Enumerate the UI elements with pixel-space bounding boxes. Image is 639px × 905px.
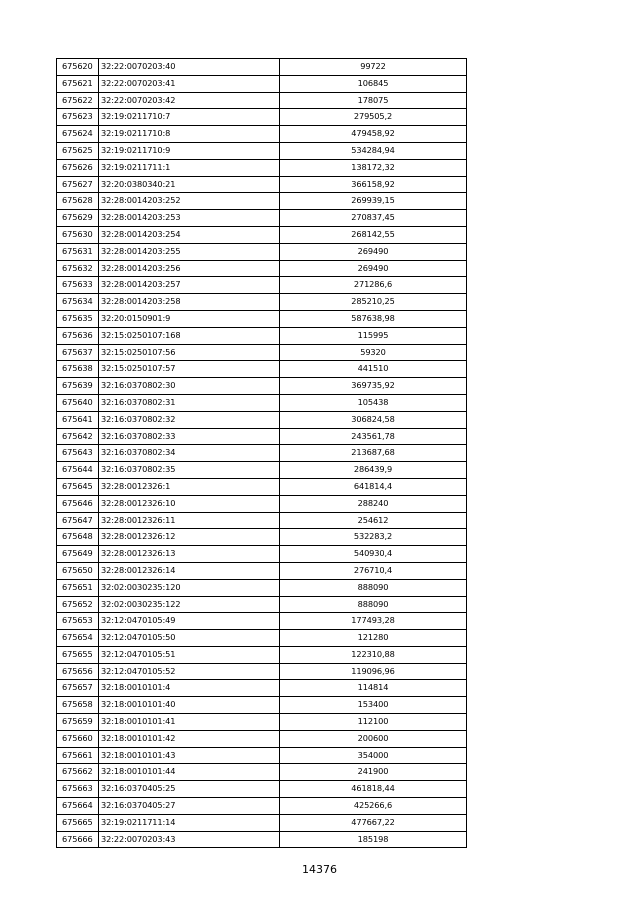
cadastral-number-cell: 32:18:0010101:44 [99, 764, 280, 781]
row-id-cell: 675665 [57, 814, 99, 831]
cadastral-number-cell: 32:15:0250107:168 [99, 327, 280, 344]
value-cell: 178075 [280, 92, 467, 109]
cadastral-number-cell: 32:19:0211711:14 [99, 814, 280, 831]
table-row [57, 445, 467, 462]
row-id-cell: 675628 [57, 193, 99, 210]
cadastral-number-cell: 32:16:0370802:31 [99, 394, 280, 411]
row-id-cell: 675666 [57, 831, 99, 848]
row-id-cell: 675657 [57, 680, 99, 697]
row-id-cell: 675653 [57, 613, 99, 630]
row-id-cell: 675626 [57, 159, 99, 176]
value-cell: 587638,98 [280, 310, 467, 327]
page-number: 14376 [302, 863, 337, 876]
row-id-cell: 675620 [57, 59, 99, 76]
table-row [57, 260, 467, 277]
cadastral-number-cell: 32:28:0014203:256 [99, 260, 280, 277]
row-id-cell: 675633 [57, 277, 99, 294]
value-cell: 114814 [280, 680, 467, 697]
cadastral-number-cell: 32:19:0211711:1 [99, 159, 280, 176]
table-row [57, 226, 467, 243]
cadastral-number-cell: 32:18:0010101:41 [99, 714, 280, 731]
table-row [57, 75, 467, 92]
table-row [57, 814, 467, 831]
row-id-cell: 675647 [57, 512, 99, 529]
row-id-cell: 675659 [57, 714, 99, 731]
table-row [57, 529, 467, 546]
table-row [57, 495, 467, 512]
table-row [57, 142, 467, 159]
row-id-cell: 675622 [57, 92, 99, 109]
table-row [57, 747, 467, 764]
table-row [57, 394, 467, 411]
cadastral-number-cell: 32:02:0030235:122 [99, 596, 280, 613]
value-cell: 243561,78 [280, 428, 467, 445]
value-cell: 119096,96 [280, 663, 467, 680]
row-id-cell: 675662 [57, 764, 99, 781]
cadastral-number-cell: 32:28:0012326:12 [99, 529, 280, 546]
cadastral-number-cell: 32:28:0014203:253 [99, 210, 280, 227]
row-id-cell: 675656 [57, 663, 99, 680]
cadastral-number-cell: 32:20:0380340:21 [99, 176, 280, 193]
value-cell: 269490 [280, 260, 467, 277]
table-row [57, 243, 467, 260]
table-row [57, 512, 467, 529]
cadastral-number-cell: 32:28:0012326:10 [99, 495, 280, 512]
table-row [57, 613, 467, 630]
cadastral-number-cell: 32:12:0470105:52 [99, 663, 280, 680]
row-id-cell: 675623 [57, 109, 99, 126]
table-row [57, 294, 467, 311]
row-id-cell: 675637 [57, 344, 99, 361]
table-row [57, 310, 467, 327]
table-row [57, 159, 467, 176]
table-row [57, 680, 467, 697]
value-cell: 441510 [280, 361, 467, 378]
value-cell: 354000 [280, 747, 467, 764]
value-cell: 115995 [280, 327, 467, 344]
value-cell: 177493,28 [280, 613, 467, 630]
value-cell: 185198 [280, 831, 467, 848]
row-id-cell: 675639 [57, 378, 99, 395]
value-cell: 425266,6 [280, 798, 467, 815]
cadastral-number-cell: 32:28:0014203:254 [99, 226, 280, 243]
cadastral-number-cell: 32:19:0211710:7 [99, 109, 280, 126]
value-cell: 269939,15 [280, 193, 467, 210]
cadastral-number-cell: 32:28:0012326:11 [99, 512, 280, 529]
row-id-cell: 675624 [57, 126, 99, 143]
cadastral-number-cell: 32:16:0370802:32 [99, 411, 280, 428]
value-cell: 888090 [280, 596, 467, 613]
value-cell: 286439,9 [280, 462, 467, 479]
value-cell: 268142,55 [280, 226, 467, 243]
row-id-cell: 675627 [57, 176, 99, 193]
cadastral-number-cell: 32:16:0370802:34 [99, 445, 280, 462]
row-id-cell: 675630 [57, 226, 99, 243]
row-id-cell: 675663 [57, 781, 99, 798]
row-id-cell: 675642 [57, 428, 99, 445]
row-id-cell: 675644 [57, 462, 99, 479]
row-id-cell: 675625 [57, 142, 99, 159]
row-id-cell: 675658 [57, 697, 99, 714]
cadastral-number-cell: 32:28:0012326:13 [99, 546, 280, 563]
cadastral-number-cell: 32:02:0030235:120 [99, 579, 280, 596]
row-id-cell: 675640 [57, 394, 99, 411]
table-row [57, 646, 467, 663]
table-row [57, 193, 467, 210]
row-id-cell: 675661 [57, 747, 99, 764]
table-row [57, 176, 467, 193]
table-row [57, 59, 467, 76]
value-cell: 479458,92 [280, 126, 467, 143]
value-cell: 153400 [280, 697, 467, 714]
value-cell: 276710,4 [280, 562, 467, 579]
table-row [57, 277, 467, 294]
value-cell: 213687,68 [280, 445, 467, 462]
table-row [57, 109, 467, 126]
table-row [57, 596, 467, 613]
row-id-cell: 675638 [57, 361, 99, 378]
cadastral-number-cell: 32:15:0250107:57 [99, 361, 280, 378]
cadastral-number-cell: 32:28:0014203:258 [99, 294, 280, 311]
cadastral-number-cell: 32:22:0070203:43 [99, 831, 280, 848]
cadastral-number-cell: 32:18:0010101:40 [99, 697, 280, 714]
value-cell: 270837,45 [280, 210, 467, 227]
table-row [57, 697, 467, 714]
row-id-cell: 675654 [57, 630, 99, 647]
cadastral-number-cell: 32:22:0070203:40 [99, 59, 280, 76]
cadastral-number-cell: 32:12:0470105:49 [99, 613, 280, 630]
cadastral-number-cell: 32:15:0250107:56 [99, 344, 280, 361]
value-cell: 254612 [280, 512, 467, 529]
table-row [57, 663, 467, 680]
value-cell: 241900 [280, 764, 467, 781]
value-cell: 106845 [280, 75, 467, 92]
cadastral-number-cell: 32:12:0470105:50 [99, 630, 280, 647]
value-cell: 271286,6 [280, 277, 467, 294]
value-cell: 105438 [280, 394, 467, 411]
row-id-cell: 675646 [57, 495, 99, 512]
value-cell: 461818,44 [280, 781, 467, 798]
cadastral-number-cell: 32:18:0010101:43 [99, 747, 280, 764]
table-row [57, 462, 467, 479]
value-cell: 200600 [280, 730, 467, 747]
cadastral-number-cell: 32:16:0370405:25 [99, 781, 280, 798]
cadastral-number-cell: 32:22:0070203:42 [99, 92, 280, 109]
value-cell: 122310,88 [280, 646, 467, 663]
row-id-cell: 675652 [57, 596, 99, 613]
row-id-cell: 675632 [57, 260, 99, 277]
value-cell: 279505,2 [280, 109, 467, 126]
row-id-cell: 675645 [57, 478, 99, 495]
cadastral-number-cell: 32:28:0014203:257 [99, 277, 280, 294]
row-id-cell: 675621 [57, 75, 99, 92]
cadastral-number-cell: 32:19:0211710:8 [99, 126, 280, 143]
cadastral-number-cell: 32:18:0010101:4 [99, 680, 280, 697]
row-id-cell: 675650 [57, 562, 99, 579]
table-row [57, 361, 467, 378]
cadastral-number-cell: 32:28:0012326:1 [99, 478, 280, 495]
row-id-cell: 675649 [57, 546, 99, 563]
value-cell: 288240 [280, 495, 467, 512]
row-id-cell: 675655 [57, 646, 99, 663]
table-row [57, 378, 467, 395]
table-row [57, 344, 467, 361]
value-cell: 477667,22 [280, 814, 467, 831]
cadastral-number-cell: 32:16:0370802:35 [99, 462, 280, 479]
value-cell: 112100 [280, 714, 467, 731]
value-cell: 285210,25 [280, 294, 467, 311]
row-id-cell: 675664 [57, 798, 99, 815]
table-row [57, 546, 467, 563]
row-id-cell: 675648 [57, 529, 99, 546]
table-row [57, 781, 467, 798]
value-cell: 366158,92 [280, 176, 467, 193]
cadastral-number-cell: 32:12:0470105:51 [99, 646, 280, 663]
table-row [57, 327, 467, 344]
cadastral-number-cell: 32:18:0010101:42 [99, 730, 280, 747]
table-row [57, 562, 467, 579]
value-cell: 121280 [280, 630, 467, 647]
value-cell: 269490 [280, 243, 467, 260]
table-row [57, 714, 467, 731]
table-row [57, 478, 467, 495]
row-id-cell: 675631 [57, 243, 99, 260]
value-cell: 306824,58 [280, 411, 467, 428]
table-row [57, 764, 467, 781]
cadastral-number-cell: 32:16:0370802:33 [99, 428, 280, 445]
table-row [57, 126, 467, 143]
row-id-cell: 675651 [57, 579, 99, 596]
cadastral-number-cell: 32:28:0014203:255 [99, 243, 280, 260]
table-row [57, 630, 467, 647]
table-row [57, 798, 467, 815]
cadastral-number-cell: 32:22:0070203:41 [99, 75, 280, 92]
value-cell: 534284,94 [280, 142, 467, 159]
cadastral-number-cell: 32:20:0150901:9 [99, 310, 280, 327]
value-cell: 540930,4 [280, 546, 467, 563]
cadastral-number-cell: 32:16:0370405:27 [99, 798, 280, 815]
row-id-cell: 675635 [57, 310, 99, 327]
cadastral-number-cell: 32:28:0012326:14 [99, 562, 280, 579]
table-row [57, 831, 467, 848]
table-row [57, 92, 467, 109]
cadastral-number-cell: 32:19:0211710:9 [99, 142, 280, 159]
value-cell: 369735,92 [280, 378, 467, 395]
value-cell: 99722 [280, 59, 467, 76]
row-id-cell: 675634 [57, 294, 99, 311]
row-id-cell: 675636 [57, 327, 99, 344]
row-id-cell: 675660 [57, 730, 99, 747]
value-cell: 641814,4 [280, 478, 467, 495]
table-row [57, 730, 467, 747]
table-row [57, 579, 467, 596]
value-cell: 59320 [280, 344, 467, 361]
value-cell: 138172,32 [280, 159, 467, 176]
cadastral-number-cell: 32:16:0370802:30 [99, 378, 280, 395]
row-id-cell: 675641 [57, 411, 99, 428]
table-row [57, 411, 467, 428]
value-cell: 888090 [280, 579, 467, 596]
row-id-cell: 675629 [57, 210, 99, 227]
value-cell: 532283,2 [280, 529, 467, 546]
table-row [57, 210, 467, 227]
table-row [57, 428, 467, 445]
records-table [56, 58, 467, 848]
row-id-cell: 675643 [57, 445, 99, 462]
cadastral-number-cell: 32:28:0014203:252 [99, 193, 280, 210]
records-table-body [57, 59, 467, 848]
